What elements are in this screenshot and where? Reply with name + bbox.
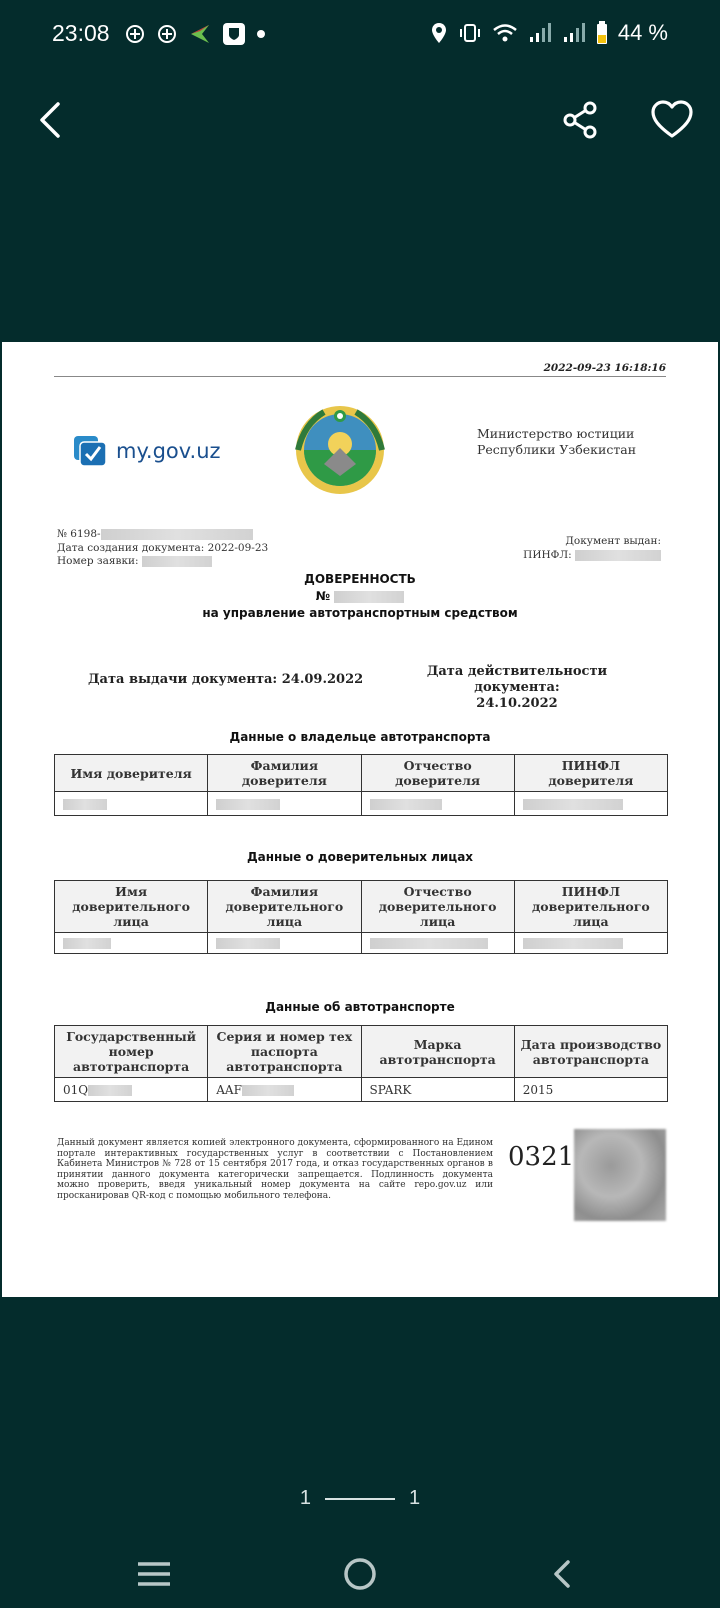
share-icon bbox=[556, 96, 604, 144]
wifi-icon bbox=[492, 22, 518, 44]
document-number: № bbox=[2, 589, 718, 603]
table-header: Отчество доверительного лица bbox=[361, 881, 514, 933]
qr-code bbox=[574, 1129, 666, 1221]
document-subtitle: на управление автотранспортным средством bbox=[202, 606, 518, 620]
trustee-section-title: Данные о доверительных лицах bbox=[246, 850, 474, 864]
vehicle-brand: SPARK bbox=[361, 1078, 514, 1102]
table-row bbox=[55, 792, 668, 816]
redacted-field bbox=[575, 550, 661, 561]
table-header: Фамилия доверительного лица bbox=[208, 881, 361, 933]
battery-percent: 44 % bbox=[617, 20, 668, 45]
plate-number: 01Q bbox=[63, 1082, 89, 1097]
table-header: Серия и номер тех паспорта автотранспорта bbox=[208, 1026, 361, 1078]
tech-passport: AAF bbox=[216, 1082, 242, 1097]
document-title: ДОВЕРЕННОСТЬ bbox=[304, 572, 416, 586]
shield-app-icon bbox=[222, 22, 246, 46]
app-notification-icon bbox=[188, 22, 212, 46]
logo-text: my.gov.uz bbox=[116, 439, 221, 463]
total-pages: 1 bbox=[409, 1487, 421, 1509]
system-nav-bar bbox=[0, 1540, 720, 1608]
back-button[interactable] bbox=[28, 96, 76, 144]
document-timestamp: 2022-09-23 16:18:16 bbox=[543, 362, 666, 374]
status-bar bbox=[0, 0, 720, 70]
vibrate-icon bbox=[458, 22, 482, 44]
mygov-logo-icon bbox=[74, 434, 108, 468]
document-meta bbox=[57, 528, 268, 569]
recents-button[interactable] bbox=[134, 1554, 174, 1594]
redacted-field bbox=[334, 591, 404, 603]
table-row bbox=[55, 1078, 668, 1102]
share-button[interactable] bbox=[556, 96, 604, 144]
chevron-left-icon bbox=[544, 1554, 584, 1594]
table-header: Имя доверителя bbox=[55, 755, 208, 792]
table-row bbox=[55, 933, 668, 954]
document-code: 0321 bbox=[508, 1142, 575, 1172]
redacted-field bbox=[216, 938, 280, 949]
divider bbox=[54, 376, 666, 377]
redacted-field bbox=[63, 799, 107, 810]
table-header: Фамилия доверителя bbox=[208, 755, 361, 792]
current-page: 1 bbox=[299, 1487, 311, 1509]
status-time: 23:08 bbox=[52, 20, 110, 46]
table-header: Отчество доверителя bbox=[361, 755, 514, 792]
redacted-field bbox=[88, 1085, 132, 1096]
location-share-icon bbox=[124, 23, 146, 45]
chevron-left-icon bbox=[28, 96, 76, 144]
vehicle-table bbox=[54, 1025, 668, 1102]
redacted-field bbox=[523, 799, 623, 810]
table-header: ПИНФЛ доверителя bbox=[514, 755, 667, 792]
redacted-field bbox=[242, 1085, 294, 1096]
issued-to-label: Документ выдан: bbox=[565, 535, 661, 547]
nav-back-button[interactable] bbox=[544, 1554, 584, 1594]
state-emblem-icon bbox=[294, 404, 386, 496]
created-date: Дата создания документа: 2022-09-23 bbox=[57, 541, 269, 554]
system-status-icons bbox=[430, 20, 668, 46]
table-header: Марка автотранспорта bbox=[361, 1026, 514, 1078]
pinfl-label: ПИНФЛ: bbox=[523, 549, 572, 561]
page-indicator-line bbox=[325, 1498, 395, 1500]
signal-icon bbox=[562, 22, 586, 44]
location-share-icon bbox=[156, 23, 178, 45]
home-button[interactable] bbox=[340, 1554, 380, 1594]
battery-icon bbox=[596, 21, 608, 45]
heart-icon bbox=[648, 96, 696, 144]
dot-icon bbox=[256, 29, 266, 39]
issued-to-meta bbox=[523, 534, 661, 562]
vehicle-section-title: Данные об автотранспорте bbox=[265, 1000, 455, 1014]
favorite-button[interactable] bbox=[648, 96, 696, 144]
document-number-label: № 6198- bbox=[57, 528, 101, 540]
disclaimer-text: Данный документ является копией электронного документа, сформированного на Едином портале интерактивных государственных услуг в соответствии с Постановлением Кабинета Министров № 728 от 15 сентября 2017 года, и отказ государственных органов в принятии данного документа категорически запрещается. Подлинность документа можно проверить, введя уникальный номер документа на сайте repo.gov.uz или просканировав QR-код с помощью мобильного телефона. bbox=[57, 1138, 493, 1201]
owner-section-title: Данные о владельце автотранспорта bbox=[229, 730, 491, 744]
validity-date: Дата действительности документа: 24.10.2022 bbox=[426, 664, 608, 711]
signal-icon bbox=[528, 22, 552, 44]
vehicle-year: 2015 bbox=[514, 1078, 667, 1102]
redacted-field bbox=[523, 938, 623, 949]
redacted-field bbox=[216, 799, 280, 810]
document-image bbox=[2, 342, 718, 1297]
home-icon bbox=[340, 1554, 380, 1594]
trustee-table bbox=[54, 880, 668, 954]
redacted-field bbox=[370, 799, 442, 810]
recents-icon bbox=[134, 1554, 174, 1594]
table-header: Дата производство автотранспорта bbox=[514, 1026, 667, 1078]
request-number-label: Номер заявки: bbox=[57, 555, 139, 567]
redacted-field bbox=[142, 556, 212, 567]
table-header: Имя доверительного лица bbox=[55, 881, 208, 933]
redacted-field bbox=[370, 938, 488, 949]
notification-icons bbox=[124, 22, 266, 46]
page-indicator bbox=[0, 1487, 720, 1510]
owner-table bbox=[54, 754, 668, 816]
top-app-bar bbox=[0, 80, 720, 160]
ministry-name: Министерство юстиции Республики Узбекистан bbox=[477, 426, 637, 457]
table-header: ПИНФЛ доверительного лица bbox=[514, 881, 667, 933]
mygov-logo bbox=[74, 434, 221, 468]
redacted-field bbox=[101, 529, 253, 540]
location-icon bbox=[430, 22, 448, 44]
table-header: Государственный номер автотранспорта bbox=[55, 1026, 208, 1078]
issue-date: Дата выдачи документа: 24.09.2022 bbox=[88, 672, 364, 687]
redacted-field bbox=[63, 938, 111, 949]
